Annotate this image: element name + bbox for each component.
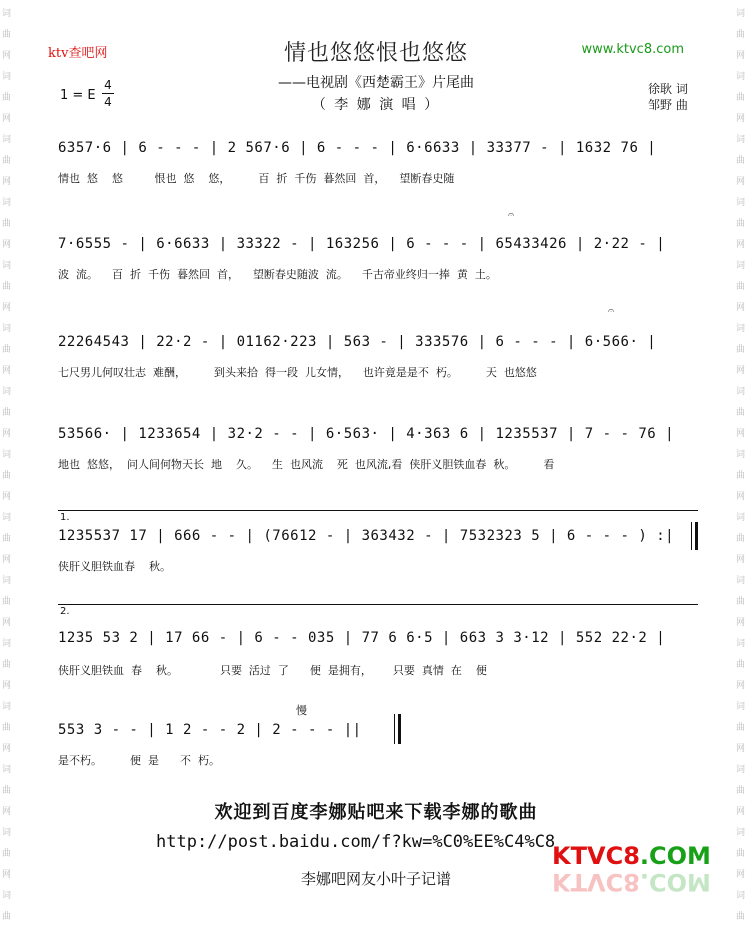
watermark-char: 词 [2,576,12,586]
watermark-char: 曲 [2,408,12,418]
slow-marking: 慢 [296,704,307,717]
score-row-1-notes: 6357·6 | 6 - - - | 2 567·6 | 6 - - - | 6·6633 | 33377 - | 1632 76 | [58,140,657,156]
watermark-char: 网 [736,366,746,376]
watermark-char: 网 [2,681,12,691]
song-title: 情也悠悠恨也悠悠 [283,41,468,66]
watermark-char: 词 [736,198,746,208]
watermark-char: 词 [2,135,12,145]
composer-credit: 邹野 曲 [648,98,688,112]
watermark-char: 曲 [2,786,12,796]
logo-reflection [552,868,711,896]
watermark-char: 曲 [736,723,746,733]
watermark-char: 网 [736,114,746,124]
watermark-char: 曲 [2,849,12,859]
logo-letter: O [666,842,688,870]
watermark-char: 网 [2,618,12,628]
volta-2-line [58,604,698,605]
watermark-char: 曲 [2,471,12,481]
watermark-char: 曲 [2,534,12,544]
watermark-char: 词 [736,9,746,19]
watermark-char: 词 [736,513,746,523]
watermark-char: 网 [736,618,746,628]
score-row-2-notes: 7·6555 - | 6·6633 | 33322 - | 163256 | 6 - - - | 65433426 | 2·22 - | [58,236,666,252]
singer: （ 李 娜 演 唱 ） [311,97,441,113]
repeat-barline [691,522,692,550]
right-watermark [736,0,750,930]
logo-letter: T [570,842,587,870]
watermark-char: 曲 [736,93,746,103]
watermark-char: 词 [736,891,746,901]
logo-letter: . [639,868,650,896]
footer-welcome: 欢迎到百度李娜贴吧来下载李娜的歌曲 [214,802,538,823]
watermark-char: 网 [736,492,746,502]
logo-letter: C [605,868,624,896]
watermark-char: 网 [736,177,746,187]
logo-letter: V [586,842,606,870]
watermark-char: 网 [2,492,12,502]
logo-letter: 8 [623,842,640,870]
watermark-char: 曲 [736,156,746,166]
fermata-mark: 𝄐 [608,304,615,317]
score-row-5-lyrics: 侠肝义胆铁血春 秋。 [58,560,171,573]
watermark-char: 曲 [736,471,746,481]
watermark-char: 网 [736,807,746,817]
watermark-char: 词 [736,450,746,460]
fermata-mark: 𝄐 [508,208,515,221]
watermark-char: 网 [2,366,12,376]
watermark-char: 词 [736,135,746,145]
watermark-char: 词 [736,828,746,838]
watermark-char: 曲 [2,282,12,292]
watermark-char: 网 [2,303,12,313]
volta-2-label: 2. [60,606,70,617]
score-row-2-lyrics: 波 流。 百 折 千伤 暮然回 首， 望断春史随波 流。 千古帝业终归一捧 黄 土。 [58,268,497,281]
watermark-char: 网 [736,681,746,691]
logo-letter: C [649,868,667,896]
watermark-char: 曲 [736,219,746,229]
watermark-char: 词 [736,72,746,82]
watermark-char: 曲 [736,912,746,922]
watermark-char: 词 [2,639,12,649]
watermark-char: 曲 [736,30,746,40]
logo-letter: K [552,842,571,870]
logo-letter: C [605,842,624,870]
watermark-char: 网 [2,177,12,187]
footer-link[interactable]: http://post.baidu.com/f?kw=%C0%EE%C4%C8 [156,832,556,852]
watermark-char: 曲 [736,282,746,292]
score-row-4-lyrics: 地也 悠悠， 问人间何物天长 地 久。 生 也风流 死 也风流,看 侠肝义胆铁血春 秋。 看 [58,458,555,471]
watermark-char: 网 [2,114,12,124]
time-signature-bottom: 4 [104,95,112,109]
score-row-3-lyrics: 七尺男儿何叹壮志 难酬， 到头来拾 得一段 儿女情， 也许竟是是不 朽。 天 也悠悠 [58,366,537,379]
left-watermark [2,0,16,930]
watermark-char: 词 [2,324,12,334]
watermark-char: 词 [2,702,12,712]
watermark-char: 曲 [736,534,746,544]
watermark-char: 词 [736,639,746,649]
watermark-char: 词 [736,261,746,271]
volta-1-line [58,510,698,511]
lyricist-credit: 徐耿 词 [648,82,688,96]
watermark-char: 曲 [2,30,12,40]
logo-letter: 8 [623,868,640,896]
watermark-char: 曲 [736,849,746,859]
watermark-char: 词 [2,513,12,523]
watermark-char: 网 [2,240,12,250]
score-row-7-notes: 553 3 - - | 1 2 - - 2 | 2 - - - || [58,722,362,738]
watermark-char: 曲 [2,597,12,607]
watermark-char: 网 [2,429,12,439]
key-signature: 1 = E [60,88,96,103]
watermark-char: 曲 [2,912,12,922]
score-row-6-notes: 1235 53 2 | 17 66 - | 6 - - 035 | 77 6 6·5 | 663 3 3·12 | 552 22·2 | [58,630,666,646]
logo-letter: C [649,842,667,870]
watermark-char: 网 [2,870,12,880]
score-row-4-notes: 53566· | 1233654 | 32·2 - - | 6·563· | 4·363 6 | 1235537 | 7 - - 76 | [58,426,675,442]
watermark-char: 网 [736,555,746,565]
watermark-char: 网 [2,744,12,754]
watermark-char: 词 [2,9,12,19]
watermark-char: 网 [2,51,12,61]
watermark-char: 曲 [736,786,746,796]
watermark-char: 曲 [2,156,12,166]
volta-1-label: 1. [60,512,70,523]
score-row-7-lyrics: 是不朽。 便 是 不 朽。 [58,754,220,767]
song-subtitle: ——电视剧《西楚霸王》片尾曲 [278,75,474,91]
watermark-char: 词 [736,702,746,712]
watermark-char: 词 [2,387,12,397]
final-barline-thick [398,714,401,744]
ktvc8-logo[interactable] [552,842,711,896]
brand-left[interactable]: ktv查吧网 [48,46,108,61]
watermark-char: 网 [736,51,746,61]
watermark-char: 曲 [2,723,12,733]
logo-text [552,842,711,870]
watermark-char: 网 [736,870,746,880]
watermark-char: 词 [736,576,746,586]
logo-letter: V [586,868,606,896]
watermark-char: 网 [736,240,746,250]
watermark-char: 词 [2,828,12,838]
watermark-char: 词 [736,324,746,334]
watermark-char: 曲 [2,345,12,355]
logo-letter: K [552,868,571,896]
score-row-6-lyrics: 侠肝义胆铁血 春 秋。 只要 活过 了 便 是拥有， 只要 真情 在 便 [58,664,487,677]
logo-letter: . [639,842,650,870]
watermark-char: 曲 [736,597,746,607]
brand-right[interactable]: www.ktvc8.com [581,42,684,57]
watermark-char: 词 [2,450,12,460]
repeat-barline-thick [695,522,698,550]
watermark-char: 词 [2,261,12,271]
watermark-char: 曲 [736,345,746,355]
watermark-char: 曲 [736,660,746,670]
watermark-char: 词 [2,72,12,82]
score-row-5-notes: 1235537 17 | 666 - - | (76612 - | 363432 - | 7532323 5 | 6 - - - ) :| [58,528,675,544]
score-row-1-lyrics: 情也 悠 悠 恨也 悠 悠， 百 折 千伤 暮然回 首， 望断春史随 [58,172,455,185]
time-signature-top: 4 [104,78,112,92]
logo-letter: O [666,868,688,896]
watermark-char: 网 [736,744,746,754]
watermark-char: 网 [2,555,12,565]
watermark-char: 网 [736,429,746,439]
watermark-char: 词 [2,765,12,775]
watermark-char: 网 [2,807,12,817]
watermark-char: 曲 [736,408,746,418]
logo-letter: M [687,868,711,896]
watermark-char: 曲 [2,660,12,670]
final-barline-thin [394,714,395,744]
watermark-char: 词 [2,891,12,901]
watermark-char: 曲 [2,93,12,103]
watermark-char: 词 [2,198,12,208]
time-signature [102,78,114,109]
logo-letter: M [687,842,711,870]
watermark-char: 词 [736,387,746,397]
score-row-3-notes: 22264543 | 22·2 - | 01162·223 | 563 - | 333576 | 6 - - - | 6·566· | [58,334,657,350]
watermark-char: 曲 [2,219,12,229]
watermark-char: 网 [736,303,746,313]
watermark-char: 词 [736,765,746,775]
footer-transcriber: 李娜吧网友小叶子记谱 [300,870,451,888]
logo-letter: T [570,868,587,896]
